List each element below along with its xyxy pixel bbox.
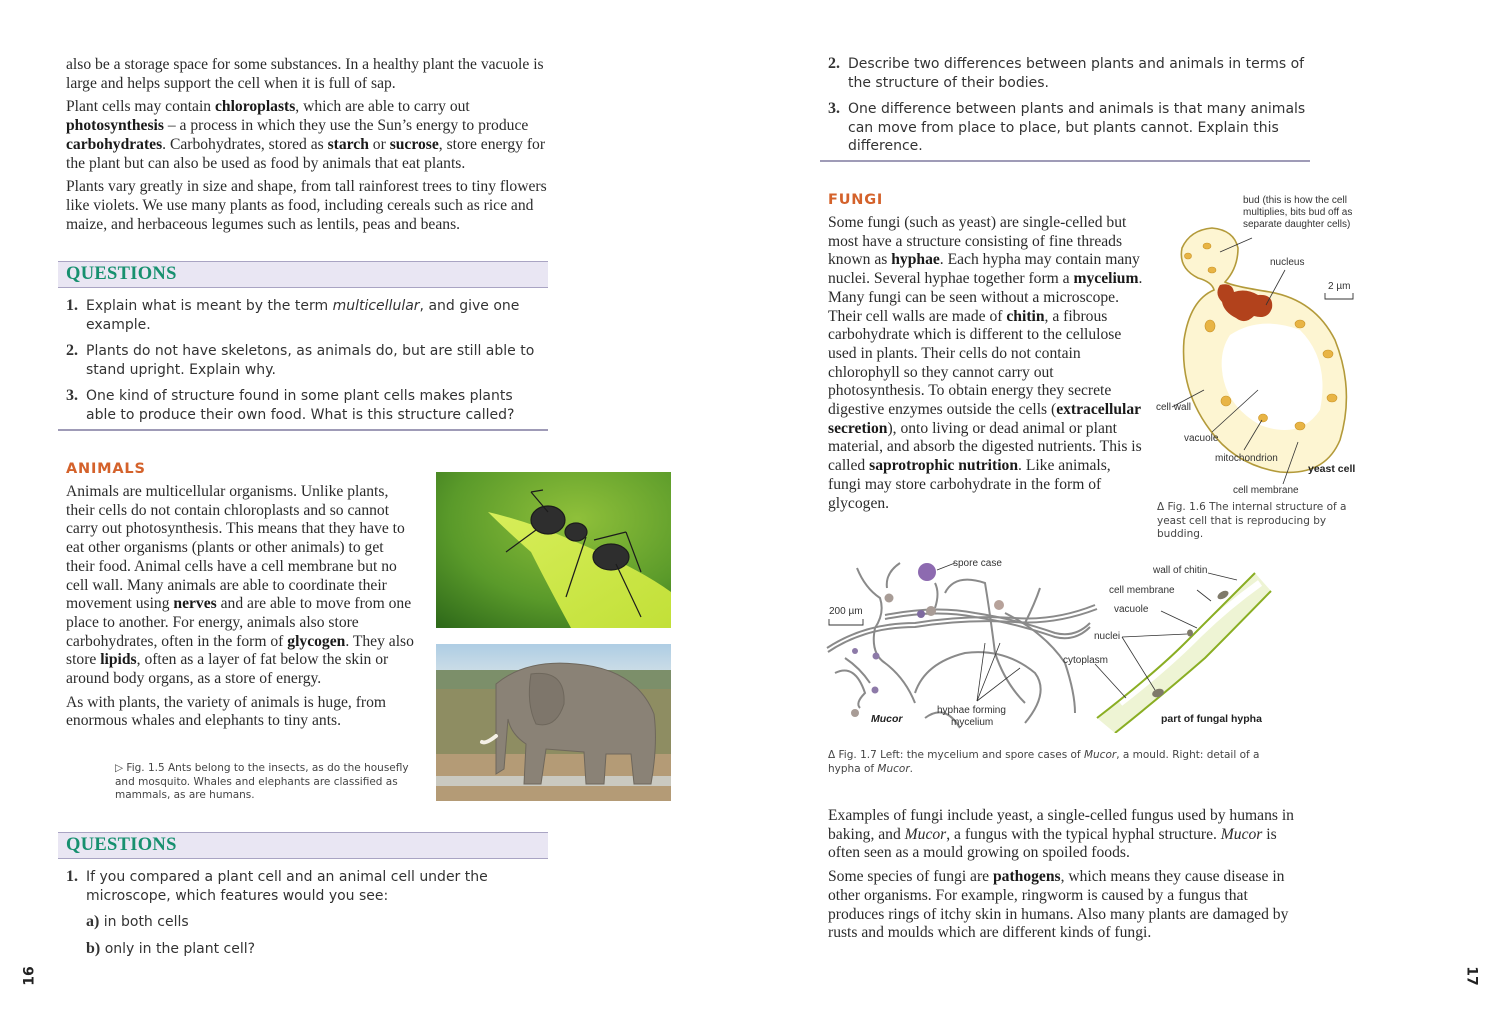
elephant-photo (436, 644, 671, 801)
term-photosynthesis: photosynthesis (66, 117, 164, 135)
fungi-text-lower (828, 807, 1303, 948)
intro-paragraph-2: Plant cells may contain chloroplasts, which are able to carry out photosynthesis – a process in which they use the Sun’s energy to produce carbohydrates. Carbohydrates, stored as starch or sucrose, store energy for the plant but can also be used as food by animals that eat plants. (66, 98, 546, 172)
term-starch: starch (327, 135, 369, 153)
label-cell-membrane: cell membrane (1233, 485, 1299, 496)
term-mycelium: mycelium (1073, 270, 1139, 288)
fungi-text (828, 214, 1146, 518)
ant-photo (436, 472, 671, 628)
term-chloroplasts: chloroplasts (214, 98, 296, 116)
term-pathogens: pathogens (992, 868, 1061, 886)
label-200um: 200 µm (829, 606, 863, 617)
mucor-diagram (825, 553, 1285, 733)
subitem-label: a) (86, 913, 100, 930)
question-item: 1. Explain what is meant by the term multicellular, and give one example. (66, 297, 520, 333)
label-scale: 2 µm (1328, 281, 1351, 292)
svg-text:mycelium: mycelium (951, 717, 994, 728)
questions-heading-2: QUESTIONS (66, 835, 177, 855)
scale-bar (829, 619, 863, 625)
question-number: 3. (828, 100, 840, 117)
question-number: 2. (828, 55, 840, 72)
svg-text:separate daughter cells): separate daughter cells) (1243, 219, 1351, 230)
subitem-label: b) (86, 939, 101, 957)
scale-bar (1325, 293, 1353, 299)
question-item: 3. One kind of structure found in some plant cells makes plants able to produce their own food. What is this structure called? (66, 387, 515, 423)
term-sucrose: sucrose (389, 135, 439, 153)
label-hyphae: hyphae forming (937, 705, 1006, 716)
questions-divider-1 (58, 429, 548, 431)
label-mucor: Mucor (871, 713, 903, 725)
questions-list-continued (828, 55, 1308, 164)
label-part-of-fungal-hypha: part of fungal hypha (1161, 713, 1262, 725)
fig-1-5-caption: ▷ Fig. 1.5 Ants belong to the insects, as do the housefly and mosquito. Whales and elephants are classified as mammals, as are humans. (115, 762, 409, 802)
term-chitin: chitin (1006, 307, 1045, 325)
svg-text:multiplies, bits bud off as: multiplies, bits bud off as (1243, 207, 1353, 218)
term-nerves: nerves (173, 595, 217, 613)
fig-1-6-caption: Δ Fig. 1.6 The internal structure of a yeast cell that is reproducing by budding. (1157, 501, 1347, 541)
animals-paragraph-2: As with plants, the variety of animals is huge, from enormous whales and elephants to tiny ants. (66, 693, 387, 730)
fungi-paragraph-1: Some fungi (such as yeast) are single-celled but most have a structure consisting of fine threads known as hyphae. Each hypha may contain many nuclei. Several hyphae together form a mycelium. Many fungi can be seen without a microscope. Their cell walls are made of chitin, a fibrous carbohydrate which is different to the cellulose used in plants. Their cells do not contain chlorophyll so they cannot carry out photosynthesis. To obtain energy they secrete digestive enzymes outside the cells (extracellular secretion), onto living or dead animal or plant material, and absorb the digested nutrients. This is called saprotrophic nutrition. Like animals, fungi may store carbohydrate in the form of glycogen. (828, 214, 1143, 512)
label-vacuole: vacuole (1184, 433, 1219, 444)
questions-list-1 (66, 297, 536, 432)
intro-paragraph-3: Plants vary greatly in size and shape, from tall rainforest trees to tiny flowers like violets. We use many plants as food, including cereals such as rice and maize, and herbaceous legumes such as lentils, peas and beans. (66, 178, 547, 233)
hypha-detail (1097, 573, 1271, 733)
label-cytoplasm: cytoplasm (1063, 655, 1109, 666)
question-number: 1. (66, 297, 78, 314)
fungi-paragraph-2: Examples of fungi include yeast, a single-celled fungus used by humans in baking, and Mucor, a fungus with the typical hyphal structure. Mucor is often seen as a mould growing on spoiled foods. (828, 807, 1294, 862)
question-subitem: b) only in the plant cell? (86, 939, 256, 957)
fig-1-7-caption: Δ Fig. 1.7 Left: the mycelium and spore cases of Mucor, a mould. Right: detail of a hypha of Mucor. (828, 749, 1260, 775)
questions-list-2 (66, 868, 506, 966)
question-item: 1. If you compared a plant cell and an animal cell under the microscope, which features would you see: (66, 868, 488, 904)
label-wall-of-chitin: wall of chitin (1153, 565, 1208, 576)
left-page (66, 56, 551, 239)
question-subitem: a) in both cells (86, 913, 189, 930)
term-hyphae: hyphae (891, 251, 940, 269)
label-cell-membrane-hypha: cell membrane (1109, 585, 1175, 596)
caption-delta-icon: Δ (828, 749, 836, 761)
fungi-paragraph-3: Some species of fungi are pathogens, which means they cause disease in other organisms. For example, ringworm is caused by a fungus that produces rings of itchy skin in humans. Also many plants are damaged by rusts and moulds which are different kinds of fungi. (828, 868, 1289, 942)
questions-heading-1: QUESTIONS (66, 264, 177, 284)
term-lipids: lipids (100, 651, 137, 669)
page-number-left: 16 (21, 966, 38, 986)
mycelium-hyphae (827, 563, 1097, 728)
label-cell-wall: cell wall (1156, 402, 1192, 413)
term-extracellular-secretion: extracellular secretion (828, 401, 1141, 437)
term-saprotrophic-nutrition: saprotrophic nutrition (869, 457, 1019, 475)
page-number-right: 17 (1463, 966, 1480, 986)
question-number: 1. (66, 868, 78, 885)
yeast-cell-diagram (1150, 190, 1370, 500)
question-item: 2. Describe two differences between plants and animals in terms of the structure of their bodies. (828, 55, 1305, 91)
label-nucleus: nucleus (1270, 257, 1305, 268)
label-yeast-cell: yeast cell (1308, 463, 1356, 475)
caption-triangle-icon: ▷ (115, 762, 124, 774)
intro-paragraph-1: also be a storage space for some substances. In a healthy plant the vacuole is large and helps support the cell when it is full of sap. (66, 56, 544, 92)
question-item: 2. Plants do not have skeletons, as animals do, but are still able to stand upright. Explain why. (66, 342, 535, 378)
label-mitochondrion: mitochondrion (1215, 453, 1278, 464)
questions-divider-2 (820, 160, 1310, 162)
term-glycogen: glycogen (287, 632, 346, 650)
fungi-heading: FUNGI (828, 192, 884, 208)
label-nuclei: nuclei (1094, 631, 1121, 642)
questions-header-1 (58, 261, 548, 288)
questions-header-2 (58, 832, 548, 859)
caption-delta-icon: Δ (1157, 501, 1165, 513)
question-number: 3. (66, 387, 78, 404)
animals-text (66, 483, 414, 736)
question-number: 2. (66, 342, 78, 359)
label-vacuole-hypha: vacuole (1114, 604, 1149, 615)
question-item: 3. One difference between plants and animals is that many animals can move from place to place, but plants cannot. Explain this difference. (828, 100, 1306, 154)
label-spore-case: spore case (953, 558, 1002, 569)
animals-heading: ANIMALS (66, 461, 146, 477)
term-carbohydrates: carbohydrates (66, 135, 163, 153)
animals-paragraph-1: Animals are multicellular organisms. Unlike plants, their cells do not contain chloroplasts and so cannot carry out photosynthesis. This means that they have to eat other organisms (plants or other animals) to get their food. Animal cells have a cell membrane but no cell wall. Many animals are able to coordinate their movement using nerves and are able to move from one place to another. For energy, animals also store carbohydrates, often in the form of glycogen. They also store lipids, often as a layer of fat below the skin or around body organs, as a store of energy. (66, 483, 414, 688)
label-bud: bud (this is how the cell (1243, 195, 1347, 206)
